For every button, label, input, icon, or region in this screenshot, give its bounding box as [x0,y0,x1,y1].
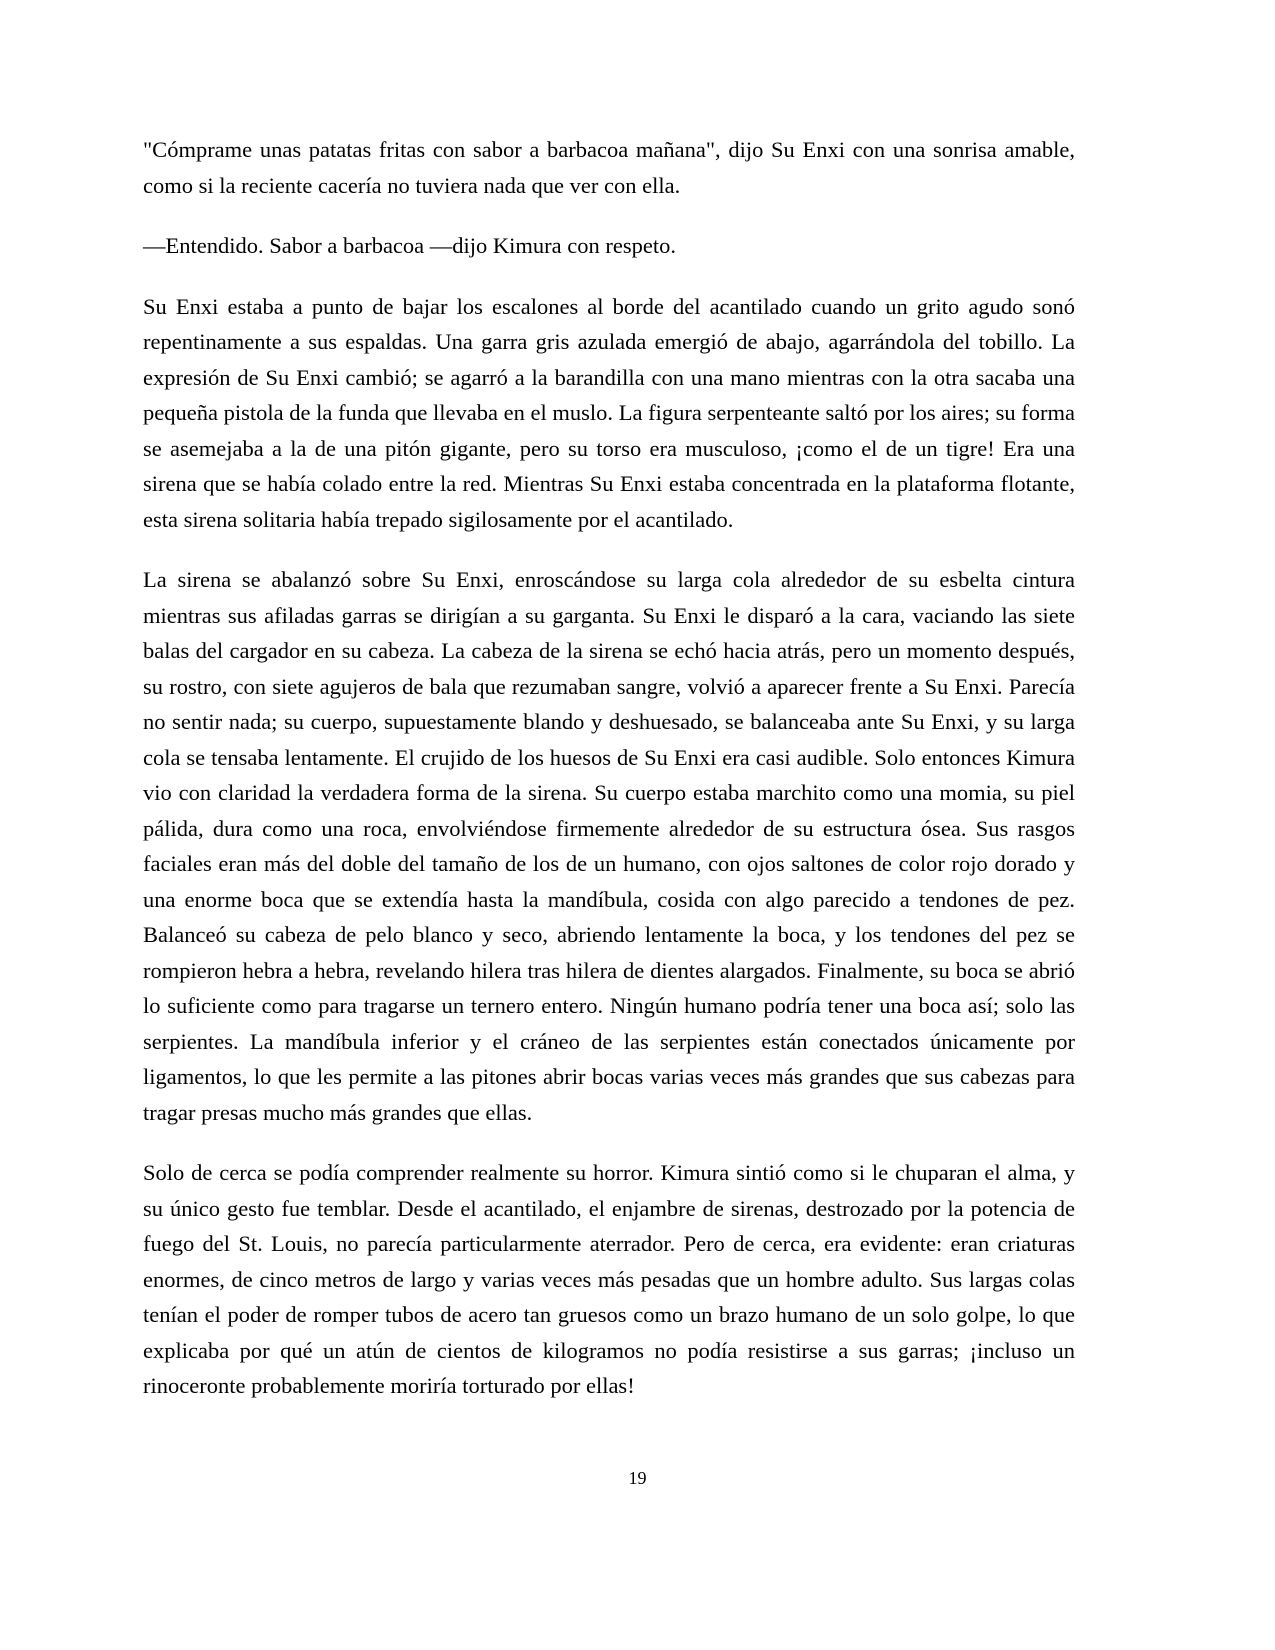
paragraph: "Cómprame unas patatas fritas con sabor a barbacoa mañana", dijo Su Enxi con una sonrisa amable, como si la reciente cacería no tuviera nada que ver con ella. [143,137,1075,198]
paragraph: Solo de cerca se podía comprender realmente su horror. Kimura sintió como si le chuparan el alma, y su único gesto fue temblar. Desde el acantilado, el enjambre de sirenas, destrozado por la potencia de fuego del St. Louis, no parecía particularmente aterrador. Pero de cerca, era evidente: eran criaturas enormes, de cinco metros de largo y varias veces más pesadas que un hombre adulto. Sus largas colas tenían el poder de romper tubos de acero tan gruesos como un brazo humano de un solo golpe, lo que explicaba por qué un atún de cientos de kilogramos no podía resistirse a sus garras; ¡incluso un rinoceronte probablemente moriría torturado por ellas! [143,1160,1075,1398]
paragraph: La sirena se abalanzó sobre Su Enxi, enroscándose su larga cola alrededor de su esbelta cintura mientras sus afiladas garras se dirigían a su garganta. Su Enxi le disparó a la cara, vaciando las siete balas del cargador en su cabeza. La cabeza de la sirena se echó hacia atrás, pero un momento después, su rostro, con siete agujeros de bala que rezumaban sangre, volvió a aparecer frente a Su Enxi. Parecía no sentir nada; su cuerpo, supuestamente blando y deshuesado, se balanceaba ante Su Enxi, y su larga cola se tensaba lentamente. El crujido de los huesos de Su Enxi era casi audible. Solo entonces Kimura vio con claridad la verdadera forma de la sirena. Su cuerpo estaba marchito como una momia, su piel pálida, dura como una roca, envolviéndose firmemente alrededor de su estructura ósea. Sus rasgos faciales eran más del doble del tamaño de los de un humano, con ojos saltones de color rojo dorado y una enorme boca que se extendía hasta la mandíbula, cosida con algo parecido a tendones de pez. Balanceó su cabeza de pelo blanco y seco, abriendo lentamente la boca, y los tendones del pez se rompieron hebra a hebra, revelando hilera tras hilera de dientes alargados. Finalmente, su boca se abrió lo suficiente como para tragarse un ternero entero. Ningún humano podría tener una boca así; solo las serpientes. La mandíbula inferior y el cráneo de las serpientes están conectados únicamente por ligamentos, lo que les permite a las pitones abrir bocas varias veces más grandes que sus cabezas para tragar presas mucho más grandes que ellas. [143,567,1075,1125]
page-number: 19 [628,1468,647,1488]
page-body [143,132,1075,1404]
paragraph: —Entendido. Sabor a barbacoa —dijo Kimura con respeto. [143,233,676,258]
paragraph: Su Enxi estaba a punto de bajar los escalones al borde del acantilado cuando un grito agudo sonó repentinamente a sus espaldas. Una garra gris azulada emergió de abajo, agarrándola del tobillo. La expresión de Su Enxi cambió; se agarró a la barandilla con una mano mientras con la otra sacaba una pequeña pistola de la funda que llevaba en el muslo. La figura serpenteante saltó por los aires; su forma se asemejaba a la de una pitón gigante, pero su torso era musculoso, ¡como el de un tigre! Era una sirena que se había colado entre la red. Mientras Su Enxi estaba concentrada en la plataforma flotante, esta sirena solitaria había trepado sigilosamente por el acantilado. [143,293,1075,532]
